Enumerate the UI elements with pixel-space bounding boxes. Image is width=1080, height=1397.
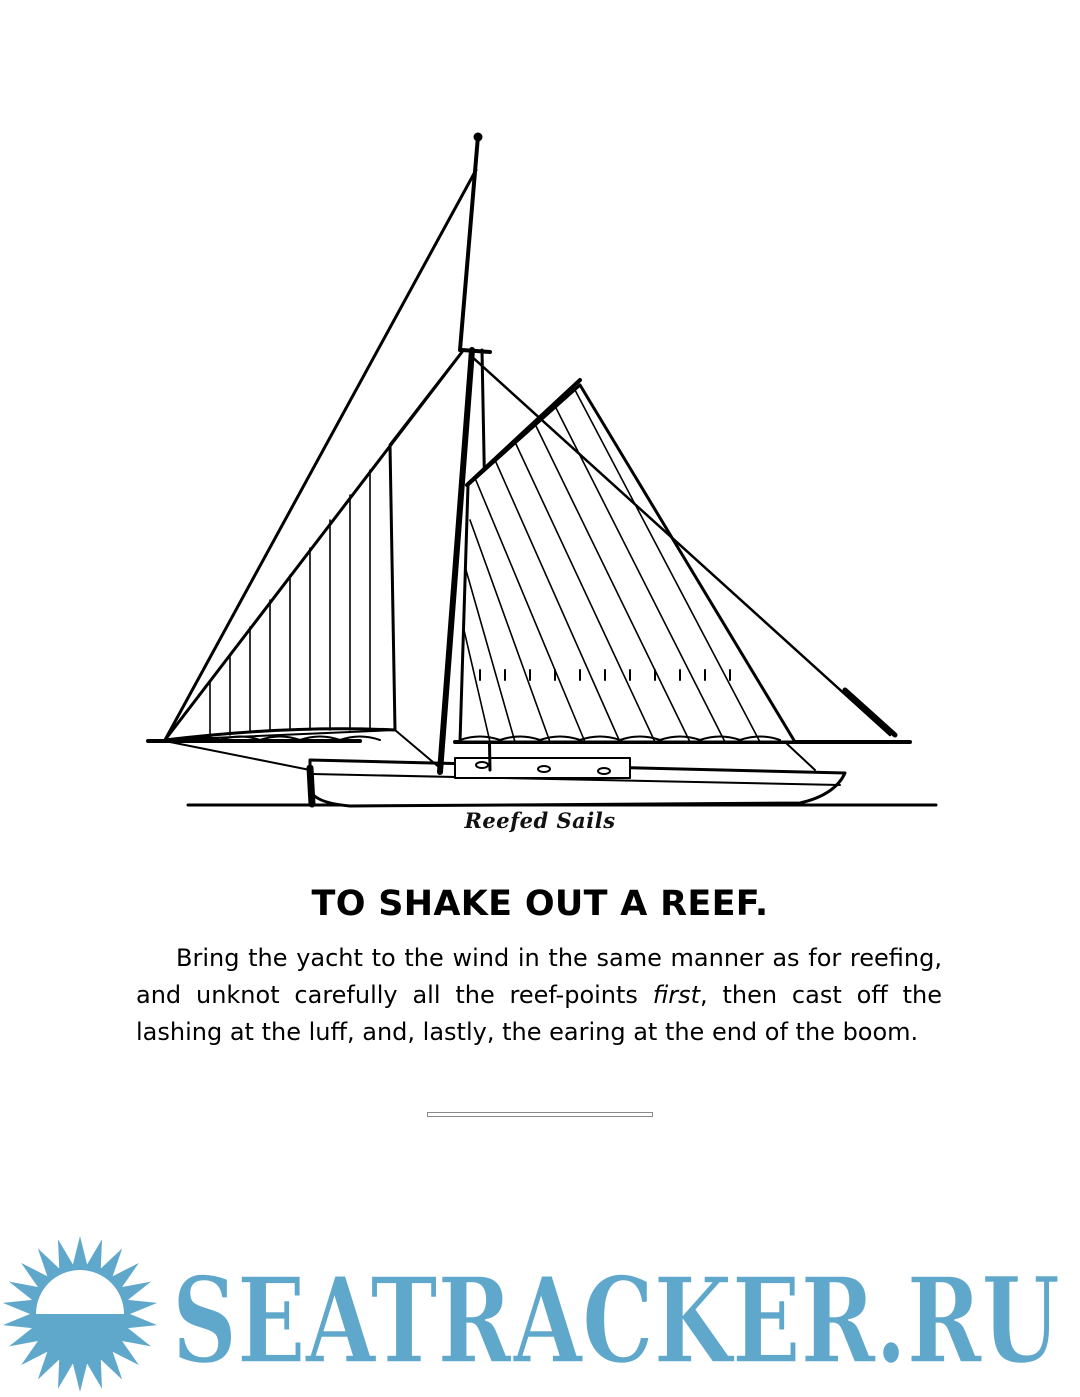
site-logo <box>0 1232 1080 1397</box>
section-title: TO SHAKE OUT A REEF. <box>311 884 769 924</box>
paragraph-emphasis: first <box>652 981 701 1009</box>
sun-icon <box>3 1236 157 1392</box>
section-divider <box>427 1112 653 1117</box>
paragraph-text-before: Bring the yacht to the wind in the same manner as for reefing, and unknot carefully all the reef-points <box>136 944 942 1009</box>
paragraph-text-after: , then cast off the lashing at the luff, and, lastly, the earing at the end of the boom. <box>136 981 942 1046</box>
figure-caption: Reefed Sails <box>464 808 616 833</box>
section-paragraph <box>136 940 942 1051</box>
logo-text: SEATRACKER.RU <box>172 1251 1060 1390</box>
